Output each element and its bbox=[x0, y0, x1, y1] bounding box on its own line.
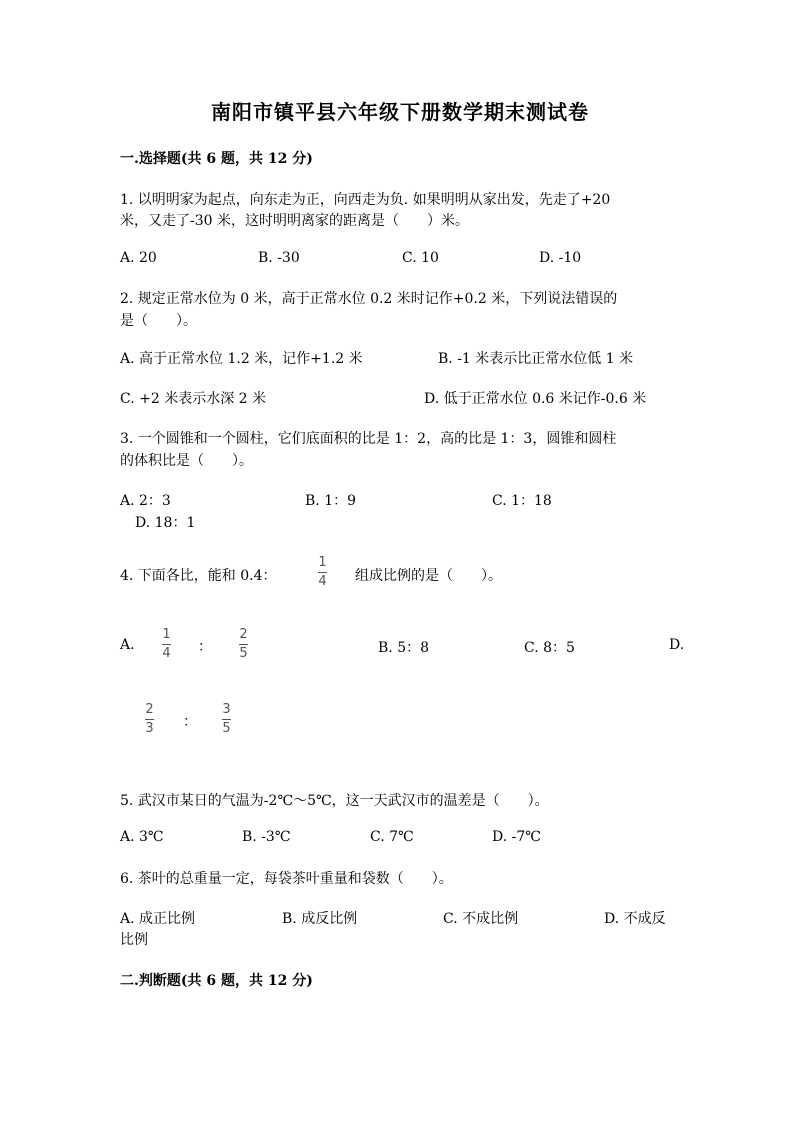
q5-option-b: B. -3℃ bbox=[242, 829, 291, 845]
q6-option-b: B. 成反比例 bbox=[282, 911, 358, 927]
question-3-text: 3. 一个圆锥和一个圆柱，它们底面积的比是 1：2，高的比是 1：3，圆锥和圆柱 bbox=[120, 431, 617, 447]
fraction-denominator: 5 bbox=[239, 646, 248, 661]
fraction-bar bbox=[318, 572, 327, 573]
q6-option-d-wrap: 比例 bbox=[120, 932, 148, 948]
fraction bbox=[318, 556, 327, 589]
fraction-bar bbox=[162, 644, 171, 645]
fraction-numerator: 2 bbox=[145, 702, 154, 717]
q1-option-c: C. 10 bbox=[402, 250, 439, 266]
q1-option-d: D. -10 bbox=[539, 250, 582, 266]
ratio-colon: ： bbox=[183, 714, 197, 730]
fraction-bar bbox=[222, 719, 231, 720]
fraction-bar bbox=[145, 719, 154, 720]
fraction bbox=[239, 628, 248, 661]
q2-option-b: B. -1 米表示比正常水位低 1 米 bbox=[438, 351, 634, 367]
section-heading-choice: 一.选择题(共 6 题，共 12 分) bbox=[120, 151, 313, 167]
q1-option-a: A. 20 bbox=[120, 250, 157, 266]
q6-option-a: A. 成正比例 bbox=[120, 911, 196, 927]
question-2-text: 2. 规定正常水位为 0 米，高于正常水位 0.2 米时记作+0.2 米，下列说法错误的 bbox=[120, 291, 618, 307]
q1-option-b: B. -30 bbox=[258, 250, 300, 266]
question-2-text-cont: 是（ ）。 bbox=[120, 313, 197, 329]
q4-option-c: C. 8：5 bbox=[524, 640, 575, 656]
fraction bbox=[145, 703, 154, 736]
fraction-denominator: 4 bbox=[318, 574, 327, 589]
q5-option-a: A. 3℃ bbox=[120, 829, 164, 845]
q3-option-a: A. 2：3 bbox=[120, 493, 171, 509]
q2-option-d: D. 低于正常水位 0.6 米记作-0.6 米 bbox=[424, 391, 647, 407]
fraction-numerator: 3 bbox=[222, 702, 231, 717]
q3-option-b: B. 1：9 bbox=[305, 493, 357, 509]
fraction-denominator: 3 bbox=[145, 721, 154, 736]
question-4-text-suffix: 组成比例的是（ ）。 bbox=[355, 568, 502, 584]
q4-option-a-label: A. bbox=[120, 637, 135, 653]
q4-option-b: B. 5：8 bbox=[378, 640, 430, 656]
question-4-text: 4. 下面各比，能和 0.4： bbox=[120, 568, 277, 584]
question-6-text: 6. 茶叶的总重量一定，每袋茶叶重量和袋数（ ）。 bbox=[120, 871, 453, 887]
ratio-colon: ： bbox=[198, 639, 212, 655]
fraction bbox=[222, 703, 231, 736]
fraction-numerator: 2 bbox=[239, 627, 248, 642]
question-5-text: 5. 武汉市某日的气温为-2℃～5℃，这一天武汉市的温差是（ ）。 bbox=[120, 793, 549, 809]
question-3-text-cont: 的体积比是（ ）。 bbox=[120, 453, 253, 469]
q2-option-a: A. 高于正常水位 1.2 米，记作+1.2 米 bbox=[120, 351, 363, 367]
q6-option-d: D. 不成反 bbox=[604, 911, 666, 927]
q2-option-c: C. +2 米表示水深 2 米 bbox=[120, 391, 267, 407]
question-1-text: 1. 以明明家为起点，向东走为正，向西走为负. 如果明明从家出发，先走了+20 bbox=[120, 192, 611, 208]
q3-option-c: C. 1：18 bbox=[492, 493, 552, 509]
fraction-denominator: 4 bbox=[162, 646, 171, 661]
fraction-numerator: 1 bbox=[318, 555, 327, 570]
fraction-denominator: 5 bbox=[222, 721, 231, 736]
q5-option-d: D. -7℃ bbox=[492, 829, 541, 845]
question-1-text-cont: 米，又走了-30 米，这时明明离家的距离是（ ）米。 bbox=[120, 213, 469, 229]
fraction-numerator: 1 bbox=[162, 627, 171, 642]
q4-option-d-label: D. bbox=[669, 637, 685, 653]
page-title: 南阳市镇平县六年级下册数学期末测试卷 bbox=[211, 100, 589, 124]
q6-option-c: C. 不成比例 bbox=[443, 911, 519, 927]
q3-option-d: D. 18：1 bbox=[135, 515, 196, 531]
q5-option-c: C. 7℃ bbox=[370, 829, 414, 845]
fraction-bar bbox=[239, 644, 248, 645]
fraction bbox=[162, 628, 171, 661]
section-heading-judgment: 二.判断题(共 6 题，共 12 分) bbox=[120, 973, 313, 989]
